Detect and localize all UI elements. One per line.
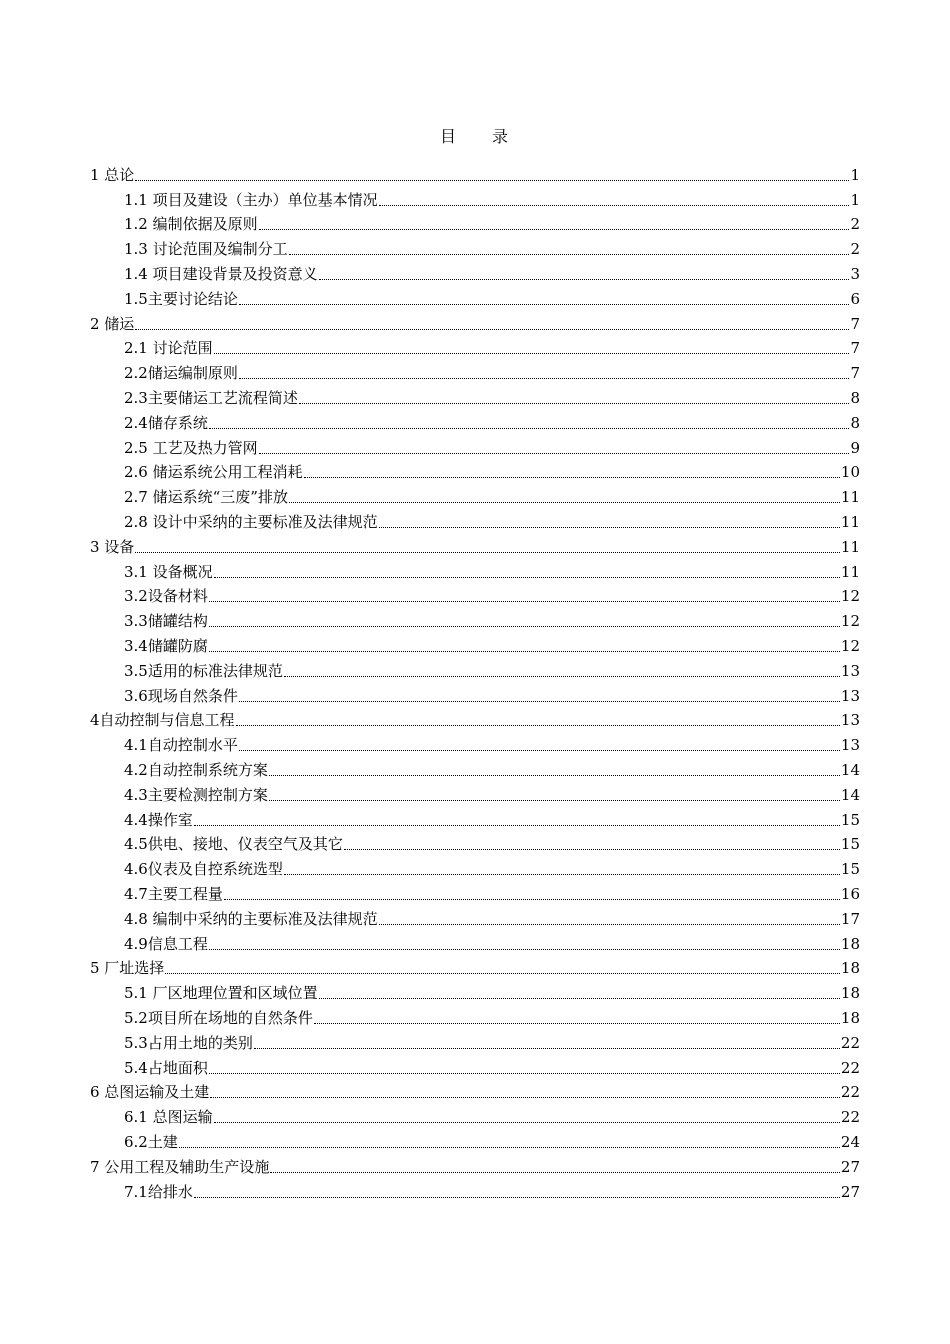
toc-entry-page-number: 15: [840, 860, 860, 879]
toc-section-entry[interactable]: [124, 210, 860, 235]
toc-entry-page-number: 6: [850, 289, 860, 308]
toc-chapter-entry[interactable]: [90, 309, 860, 334]
toc-title-char-2: 录: [492, 127, 511, 146]
toc-entry-label: 3.1 设备概况: [124, 562, 213, 581]
dot-leader: [239, 378, 850, 379]
toc-entry-page-number: 18: [840, 984, 860, 1003]
dot-leader: [214, 353, 850, 354]
toc-entry-label: 3.2设备材料: [124, 587, 208, 606]
toc-entry-label: 2.1 讨论范围: [124, 339, 213, 358]
toc-entry-page-number: 2: [850, 215, 860, 234]
toc-entry-page-number: 22: [840, 1033, 860, 1052]
toc-entry-label: 1.4 项目建设背景及投资意义: [124, 264, 318, 283]
toc-section-entry[interactable]: [124, 582, 860, 607]
dot-leader: [209, 626, 840, 627]
toc-section-entry[interactable]: [124, 755, 860, 780]
toc-entry-page-number: 13: [840, 711, 860, 730]
toc-entry-label: 4.6仪表及自控系统选型: [124, 860, 283, 879]
toc-entry-label: 1.2 编制依据及原则: [124, 215, 258, 234]
dot-leader: [284, 874, 840, 875]
toc-entry-page-number: 11: [840, 488, 860, 507]
dot-leader: [239, 304, 850, 305]
dot-leader: [135, 552, 840, 553]
dot-leader: [319, 998, 840, 999]
toc-section-entry[interactable]: [124, 259, 860, 284]
toc-section-entry[interactable]: [124, 681, 860, 706]
dot-leader: [239, 701, 840, 702]
toc-entry-label: 2.8 设计中采纳的主要标准及法律规范: [124, 512, 378, 531]
toc-entry-page-number: 1: [850, 165, 860, 184]
toc-entry-label: 7 公用工程及辅助生产设施: [90, 1157, 270, 1176]
dot-leader: [259, 453, 850, 454]
dot-leader: [254, 1048, 840, 1049]
toc-entry-label: 5 厂址选择: [90, 959, 165, 978]
dot-leader: [194, 1197, 840, 1198]
toc-entry-page-number: 14: [840, 785, 860, 804]
toc-entry-label: 5.2项目所在场地的自然条件: [124, 1008, 313, 1027]
dot-leader: [379, 924, 840, 925]
toc-entry-label: 1.3 讨论范围及编制分工: [124, 240, 288, 259]
toc-entry-page-number: 24: [840, 1132, 860, 1151]
toc-entry-page-number: 27: [840, 1182, 860, 1201]
dot-leader: [304, 477, 840, 478]
toc-section-entry[interactable]: [124, 904, 860, 929]
toc-entry-label: 3.3储罐结构: [124, 612, 208, 631]
dot-leader: [319, 279, 850, 280]
toc-entry-page-number: 12: [840, 587, 860, 606]
toc-section-entry[interactable]: [124, 433, 860, 458]
toc-title-char-1: 目: [439, 127, 458, 146]
toc-entry-label: 5.4占地面积: [124, 1058, 208, 1077]
toc-section-entry[interactable]: [124, 1028, 860, 1053]
toc-section-entry[interactable]: [124, 1177, 860, 1202]
toc-entry-page-number: 27: [840, 1157, 860, 1176]
toc-entry-label: 2.7 储运系统“三废”排放: [124, 488, 288, 507]
toc-entry-page-number: 8: [850, 413, 860, 432]
dot-leader: [209, 1073, 840, 1074]
toc-entry-page-number: 11: [840, 562, 860, 581]
toc-section-entry[interactable]: [124, 656, 860, 681]
toc-section-entry[interactable]: [124, 234, 860, 259]
toc-section-entry[interactable]: [124, 978, 860, 1003]
dot-leader: [269, 775, 840, 776]
toc-entry-page-number: 10: [840, 463, 860, 482]
toc-entry-label: 1.5主要讨论结论: [124, 289, 238, 308]
toc-entry-page-number: 9: [850, 438, 860, 457]
toc-entry-label: 4.4操作室: [124, 810, 193, 829]
toc-section-entry[interactable]: [124, 408, 860, 433]
toc-entry-label: 4.5供电、接地、仪表空气及其它: [124, 835, 343, 854]
toc-section-entry[interactable]: [124, 284, 860, 309]
toc-entry-page-number: 22: [840, 1083, 860, 1102]
toc-entry-label: 3.4储罐防腐: [124, 636, 208, 655]
toc-section-entry[interactable]: [124, 185, 860, 210]
dot-leader: [224, 899, 840, 900]
toc-section-entry[interactable]: [124, 830, 860, 855]
toc-entry-label: 6.1 总图运输: [124, 1108, 213, 1127]
toc-entry-page-number: 16: [840, 884, 860, 903]
toc-entry-page-number: 12: [840, 636, 860, 655]
toc-entry-page-number: 13: [840, 661, 860, 680]
toc-entry-label: 3.6现场自然条件: [124, 686, 238, 705]
toc-entry-label: 4.8 编制中采纳的主要标准及法律规范: [124, 909, 378, 928]
toc-entry-label: 1 总论: [90, 165, 135, 184]
dot-leader: [379, 205, 850, 206]
toc-section-entry[interactable]: [124, 1003, 860, 1028]
toc-section-entry[interactable]: [124, 780, 860, 805]
toc-section-entry[interactable]: [124, 358, 860, 383]
dot-leader: [379, 527, 840, 528]
toc-entry-label: 3 设备: [90, 537, 135, 556]
toc-entry-page-number: 15: [840, 835, 860, 854]
toc-entry-page-number: 18: [840, 1008, 860, 1027]
toc-section-entry[interactable]: [124, 334, 860, 359]
dot-leader: [209, 601, 840, 602]
toc-chapter-entry[interactable]: [90, 1152, 860, 1177]
dot-leader: [299, 403, 850, 404]
dot-leader: [344, 849, 840, 850]
toc-section-entry[interactable]: [124, 606, 860, 631]
toc-entry-label: 6 总图运输及土建: [90, 1083, 210, 1102]
toc-section-entry[interactable]: [124, 929, 860, 954]
toc-section-entry[interactable]: [124, 730, 860, 755]
toc-section-entry[interactable]: [124, 383, 860, 408]
toc-section-entry[interactable]: [124, 879, 860, 904]
toc-entry-label: 2.2储运编制原则: [124, 364, 238, 383]
toc-entry-page-number: 1: [850, 190, 860, 209]
toc-entry-page-number: 3: [850, 264, 860, 283]
toc-section-entry[interactable]: [124, 507, 860, 532]
dot-leader: [209, 949, 840, 950]
toc-section-entry[interactable]: [124, 458, 860, 483]
toc-entry-label: 4自动控制与信息工程: [90, 711, 235, 730]
toc-entry-page-number: 13: [840, 736, 860, 755]
dot-leader: [269, 800, 840, 801]
toc-entry-label: 2 储运: [90, 314, 135, 333]
toc-entry-page-number: 7: [850, 364, 860, 383]
toc-entry-page-number: 13: [840, 686, 860, 705]
toc-entry-label: 7.1给排水: [124, 1182, 193, 1201]
toc-entry-page-number: 7: [850, 339, 860, 358]
dot-leader: [214, 1122, 840, 1123]
dot-leader: [270, 1172, 840, 1173]
toc-chapter-entry[interactable]: [90, 532, 860, 557]
toc-section-entry[interactable]: [124, 482, 860, 507]
dot-leader: [259, 229, 850, 230]
toc-entry-label: 5.1 厂区地理位置和区域位置: [124, 984, 318, 1003]
toc-entry-page-number: 12: [840, 612, 860, 631]
dot-leader: [314, 1023, 840, 1024]
toc-entry-page-number: 15: [840, 810, 860, 829]
dot-leader: [165, 973, 840, 974]
toc-section-entry[interactable]: [124, 631, 860, 656]
dot-leader: [209, 428, 850, 429]
toc-entry-label: 4.3主要检测控制方案: [124, 785, 268, 804]
toc-chapter-entry[interactable]: [90, 954, 860, 979]
toc-entry-label: 2.5 工艺及热力管网: [124, 438, 258, 457]
toc-entry-page-number: 11: [840, 537, 860, 556]
toc-entry-page-number: 7: [850, 314, 860, 333]
toc-section-entry[interactable]: [124, 557, 860, 582]
toc-entry-label: 2.6 储运系统公用工程消耗: [124, 463, 303, 482]
toc-entry-label: 2.4储存系统: [124, 413, 208, 432]
dot-leader: [209, 651, 840, 652]
dot-leader: [289, 502, 840, 503]
toc-entry-label: 2.3主要储运工艺流程简述: [124, 388, 298, 407]
toc-entry-label: 3.5适用的标准法律规范: [124, 661, 283, 680]
toc-section-entry[interactable]: [124, 1102, 860, 1127]
dot-leader: [214, 577, 840, 578]
toc-entry-label: 6.2土建: [124, 1132, 178, 1151]
toc-section-entry[interactable]: [124, 1053, 860, 1078]
toc-entry-label: 1.1 项目及建设（主办）单位基本情况: [124, 190, 378, 209]
toc-entry-page-number: 22: [840, 1058, 860, 1077]
dot-leader: [194, 825, 840, 826]
toc-entry-label: 4.9信息工程: [124, 934, 208, 953]
toc-chapter-entry[interactable]: [90, 1078, 860, 1103]
toc-entry-label: 5.3占用土地的类别: [124, 1033, 253, 1052]
dot-leader: [135, 180, 849, 181]
dot-leader: [289, 254, 850, 255]
toc-entry-page-number: 18: [840, 934, 860, 953]
dot-leader: [210, 1097, 840, 1098]
toc-entry-page-number: 18: [840, 959, 860, 978]
toc-section-entry[interactable]: [124, 854, 860, 879]
toc-entry-page-number: 22: [840, 1108, 860, 1127]
toc-entry-label: 4.1自动控制水平: [124, 736, 238, 755]
toc-section-entry[interactable]: [124, 805, 860, 830]
dot-leader: [135, 329, 849, 330]
toc-entry-label: 4.7主要工程量: [124, 884, 223, 903]
toc-entry-page-number: 11: [840, 512, 860, 531]
toc-chapter-entry[interactable]: [90, 706, 860, 731]
dot-leader: [179, 1147, 840, 1148]
dot-leader: [284, 676, 840, 677]
toc-chapter-entry[interactable]: [90, 160, 860, 185]
toc-title: [0, 124, 950, 147]
dot-leader: [236, 725, 840, 726]
dot-leader: [239, 750, 840, 751]
toc-entry-page-number: 8: [850, 388, 860, 407]
toc-entry-label: 4.2自动控制系统方案: [124, 760, 268, 779]
toc-entry-page-number: 2: [850, 240, 860, 259]
toc-entry-page-number: 17: [840, 909, 860, 928]
toc-section-entry[interactable]: [124, 1127, 860, 1152]
toc-entry-page-number: 14: [840, 760, 860, 779]
